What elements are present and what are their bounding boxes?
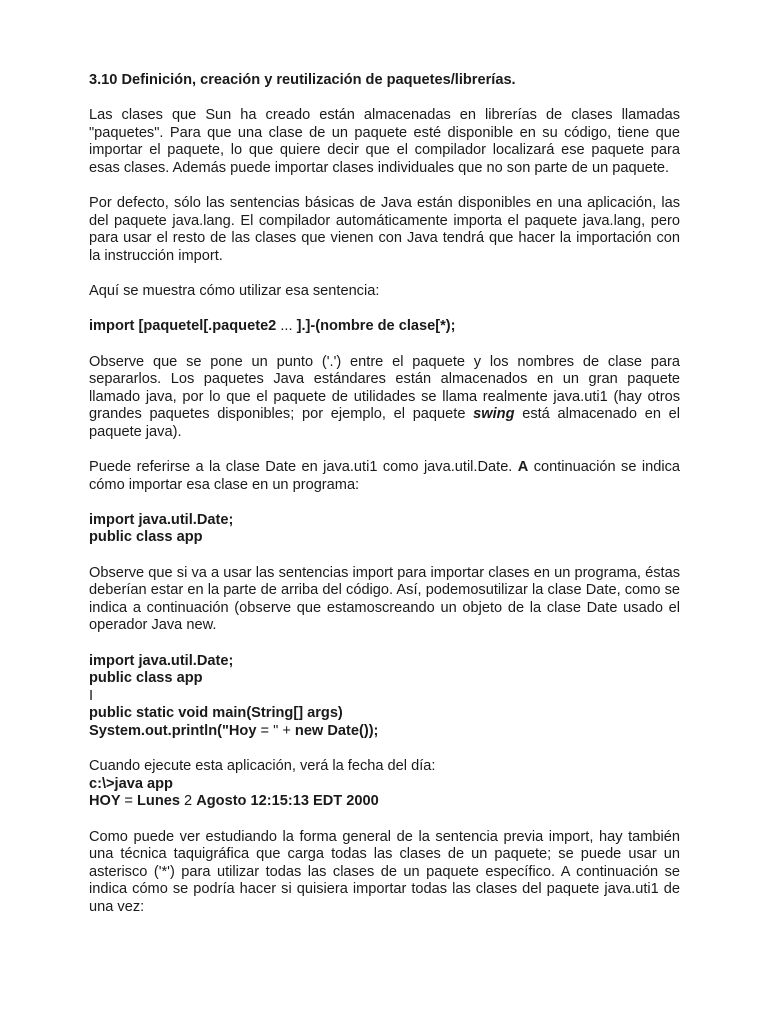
paragraph-default-imports: Por defecto, sólo las sentencias básicas de Java están disponibles en una aplicación, las del paquete java.lang. El compilador automáticamente importa el paquete java.lang, pero para usar el resto de las clases que vienen con Java tendrá que hacer la importación con la instrucción import.: [89, 195, 680, 264]
paragraph-wildcard-import: Como puede ver estudiando la forma general de la sentencia previa import, hay también una técnica taquigráfica que carga todas las clases de un paquete; se puede usar un asterisco ('*') para utilizar todas las clases de un paquete específico. A continuación se indica cómo se podría hacer si quisiera importar todas las clases del paquete java.uti1 de una vez:: [89, 828, 680, 915]
code-sample-2: [89, 653, 680, 741]
code-line: public class app: [89, 529, 203, 546]
syntax-part-2: ...: [280, 318, 297, 335]
p4-after: está almacenado en el paquete java).: [89, 406, 681, 440]
output-num: 2: [184, 793, 197, 810]
paragraph-run-intro: Cuando ejecute esta aplicación, verá la fecha del día:: [89, 758, 436, 775]
output-eq: =: [124, 793, 137, 810]
output-rest: Agosto 12:15:13 EDT 2000: [196, 793, 379, 810]
paragraph-packages-intro: Las clases que Sun ha creado están almacenadas en librerías de clases llamadas "paquetes". Para que una clase de un paquete esté disponible en su código, tiene que importar el paquete, lo que quiere decir que el compilador localizará ese paquete para esas clases. Además puede importar clases individuales que no son parte de un paquete.: [89, 107, 680, 176]
code-line: public static void main(String[] args): [89, 705, 343, 722]
paragraph-import-placement: Observe que si va a usar las sentencias import para importar clases en un programa, éstas deberían estar en la parte de arriba del código. Así, podemosutilizar la clase Date, como se indica a continuación (observe que estamoscreando un objeto de la clase Date usado el operador Java new.: [89, 564, 680, 634]
paragraph-usage-intro: Aquí se muestra cómo utilizar esa sentencia:: [89, 283, 380, 300]
paragraph-package-separator: [89, 354, 680, 442]
output-lunes: Lunes: [137, 793, 185, 810]
paragraph-date-class: [89, 459, 680, 494]
code-fragment: new Date());: [294, 722, 379, 739]
p5-after: continuación se indica cómo importar esa clase en un programa:: [89, 459, 680, 493]
section-heading: 3.10 Definición, creación y reutilización de paquetes/librerías.: [89, 72, 516, 88]
syntax-part-3: ].]-(nombre de clase[*);: [296, 318, 456, 335]
p4-emphasis: swing: [473, 406, 515, 423]
code-line: I: [89, 687, 94, 704]
document-page: [89, 72, 680, 917]
console-command: c:\>java app: [89, 775, 173, 792]
code-line: public class app: [89, 670, 203, 687]
output-hoy: HOY: [89, 793, 125, 810]
code-line: import java.util.Date;: [89, 511, 234, 528]
p4-before: Observe que se pone un punto ('.') entre el paquete y los nombres de clase para separarlos. Los paquetes Java estándares están almacenados en un gran paquete llamado java, por lo que el paquete de utilidades se llama realmente java.uti1 (hay otros grandes paquetes disponibles; por ejemplo, el paquete: [89, 353, 680, 423]
code-fragment: = " +: [260, 722, 295, 739]
code-line: import java.util.Date;: [89, 652, 234, 669]
import-syntax: [89, 318, 680, 336]
code-line: [89, 723, 680, 741]
syntax-part-1: import [paquetel[.paquete2: [89, 318, 281, 335]
code-fragment: System.out.println("Hoy: [89, 722, 261, 739]
p5-emphasis: A: [517, 459, 529, 476]
p5-before: Puede referirse a la clase Date en java.uti1 como java.util.Date.: [89, 459, 518, 476]
console-output: [89, 776, 680, 811]
code-sample-1: [89, 512, 680, 547]
console-result: [89, 793, 680, 811]
